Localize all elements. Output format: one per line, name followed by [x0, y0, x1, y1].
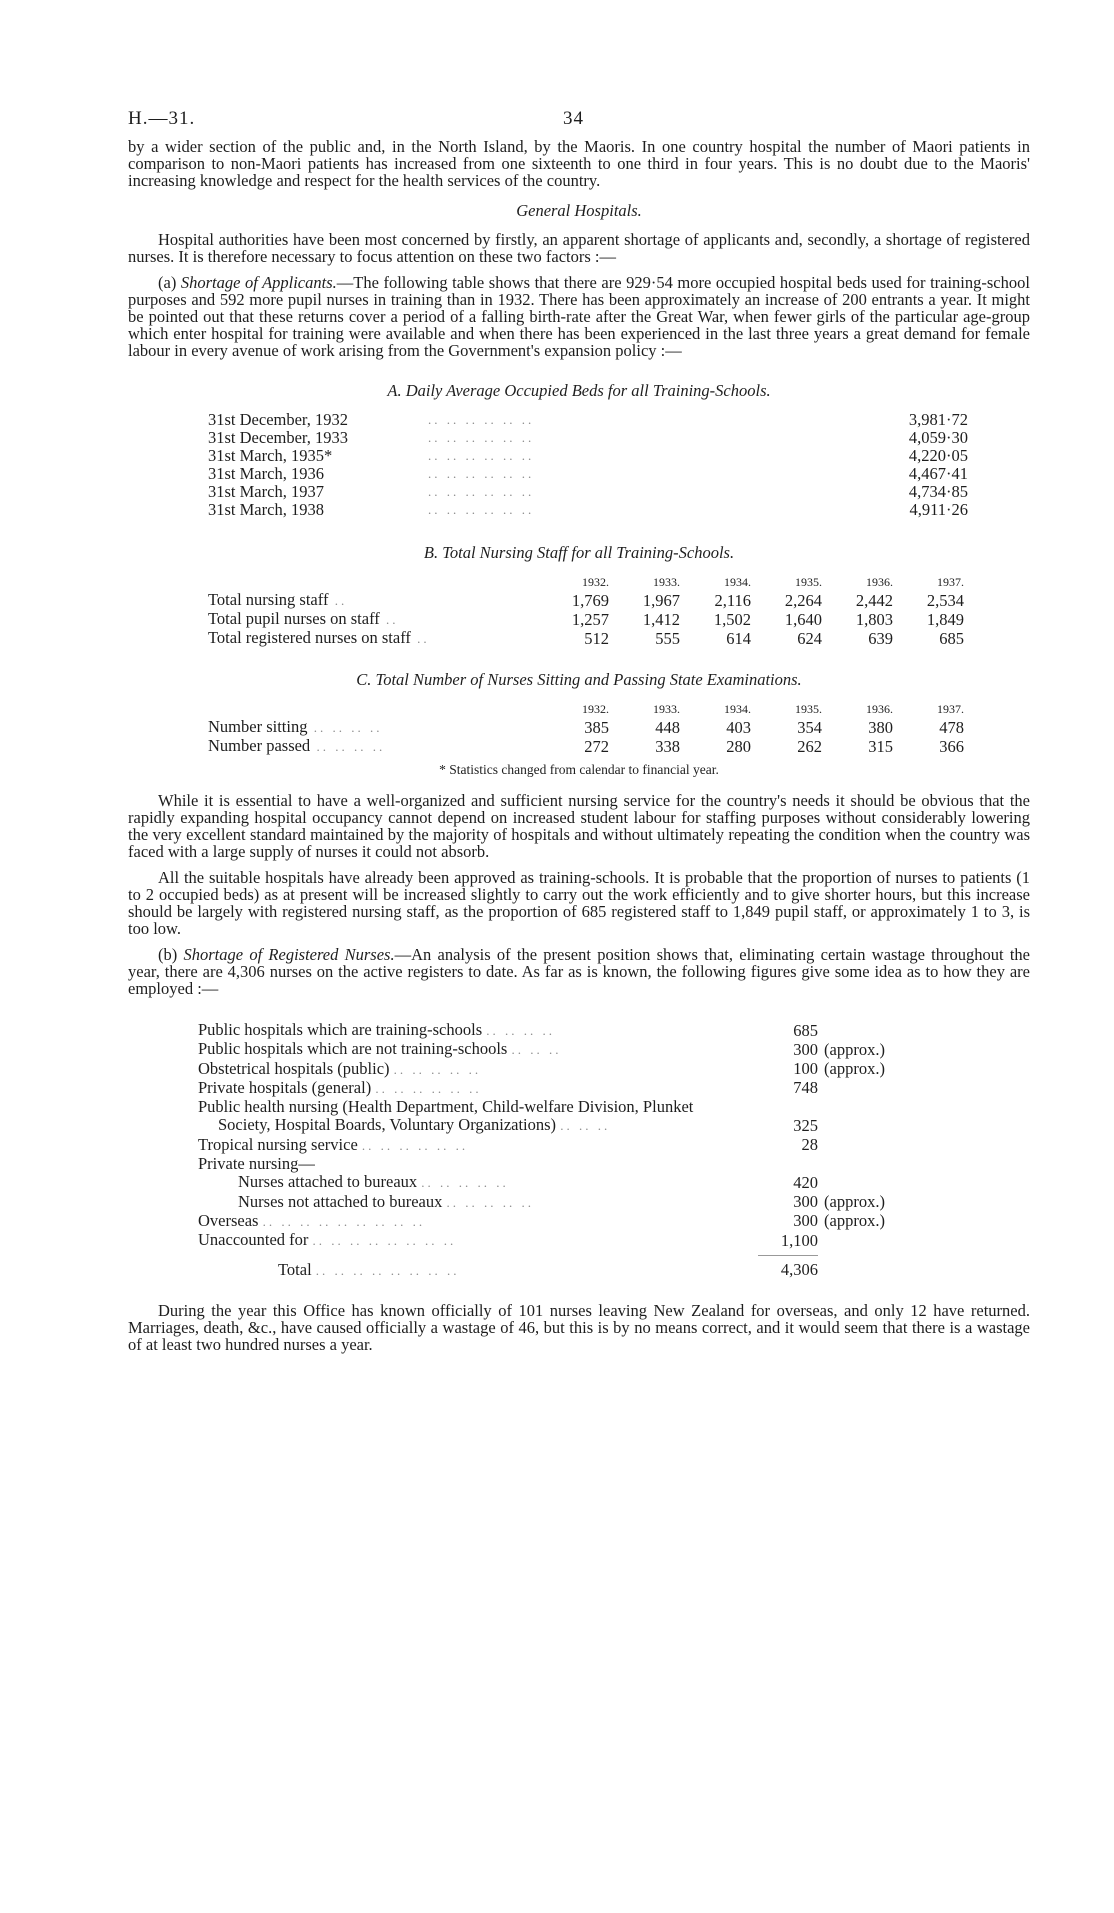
row-label: Total pupil nurses on staff	[208, 609, 380, 628]
row-value: 4,734·85	[908, 482, 968, 501]
row-label-cell	[208, 610, 538, 629]
table-row	[208, 737, 964, 756]
row-note: (approx.)	[824, 1192, 885, 1212]
row-value: 300	[793, 1039, 818, 1059]
row-dots: .. .. .. .. .. ..	[428, 430, 535, 445]
cell-value: 685	[939, 628, 964, 648]
table-a-caption: A. Daily Average Occupied Beds for all Training-Schools.	[387, 381, 771, 400]
row-dots: .. .. .. ..	[307, 720, 383, 735]
row-label-cell	[208, 737, 538, 756]
cell-value: 380	[868, 717, 893, 737]
header-spacer	[208, 573, 538, 591]
row-value: 748	[793, 1078, 818, 1098]
cell-value: 354	[797, 717, 822, 737]
total-rule	[758, 1255, 818, 1256]
cell-value: 478	[939, 717, 964, 737]
item-label-a: (a)	[158, 273, 181, 292]
row-label: Unaccounted for	[198, 1230, 309, 1250]
row-dots: .. .. .. ..	[310, 739, 386, 754]
cell-value: 366	[939, 736, 964, 756]
row-note: (approx.)	[824, 1039, 885, 1059]
year-header: 1933.	[653, 702, 680, 716]
row-label: Number sitting	[208, 717, 308, 736]
page-number: 34	[563, 108, 584, 129]
table-row: Public hospitals which are training-schools .. .. .. .. 685	[198, 1021, 958, 1040]
table-row	[208, 465, 968, 483]
table-row	[208, 411, 968, 429]
row-label-cell	[208, 629, 538, 648]
row-value: 300	[793, 1211, 818, 1231]
row-note	[818, 1079, 958, 1098]
row-note	[818, 1021, 958, 1040]
table-row	[208, 483, 968, 501]
row-label: 31st March, 1935*	[208, 446, 333, 465]
row-note: (approx.)	[824, 1059, 885, 1079]
table-row	[208, 501, 968, 519]
employment-table	[198, 1021, 958, 1280]
row-label: 31st March, 1936	[208, 464, 324, 483]
cell-value: 338	[655, 736, 680, 756]
year-header: 1933.	[653, 575, 680, 589]
total-row: Total .. .. .. .. .. .. .. .. 4,306	[278, 1259, 818, 1280]
row-dots: ..	[410, 631, 430, 646]
year-header: 1937.	[937, 702, 964, 716]
year-header: 1935.	[795, 702, 822, 716]
while-paragraph: While it is essential to have a well-organized and sufficient nursing service for the country's needs it should be obvious that the rapidly expanding hospital occupancy cannot depend on increased student labour for staffing purposes without considerably lowering the very excellent standard maintained by the majority of hospitals and without ultimately repeating the condition when the country was faced with a large supply of nurses it could not absorb.	[128, 791, 1030, 861]
shortage-registered-title: Shortage of Registered Nurses.	[183, 945, 395, 964]
table-row: Nurses attached to bureaux .. .. .. .. .. 420	[238, 1172, 818, 1192]
table-row	[198, 1155, 958, 1173]
row-value: 3,981·72	[908, 410, 968, 429]
row-dots: ..	[328, 593, 348, 608]
cell-value: 262	[797, 736, 822, 756]
header-spacer	[208, 700, 538, 718]
row-value: 4,059·30	[908, 428, 968, 447]
section-heading-general-hospitals: General Hospitals.	[516, 201, 642, 220]
table-b	[208, 573, 964, 648]
row-label: Public hospitals which are training-schools	[198, 1020, 483, 1039]
table-row: Unaccounted for .. .. .. .. .. .. .. .. 1,100	[198, 1230, 818, 1250]
table-row	[198, 1098, 958, 1116]
row-label: Total registered nurses on staff	[208, 628, 411, 647]
cell-value: 639	[868, 628, 893, 648]
row-dots: .. .. .. .. .. ..	[428, 484, 535, 499]
table-row	[208, 718, 964, 737]
row-label: 31st December, 1932	[208, 410, 349, 429]
row-dots: .. .. .. .. .. ..	[428, 466, 535, 481]
row-value: 1,100	[780, 1230, 818, 1250]
table-row	[208, 447, 968, 465]
cell-value: 448	[655, 717, 680, 737]
row-label: Public hospitals which are not training-schools	[198, 1039, 508, 1059]
row-value: 4,911·26	[909, 500, 968, 519]
row-value: 28	[801, 1135, 818, 1155]
cell-value: 315	[868, 736, 893, 756]
table-a	[208, 411, 968, 519]
year-header: 1932.	[582, 575, 609, 589]
shortage-registered-paragraph	[128, 946, 1030, 997]
table-row: Overseas .. .. .. .. .. .. .. .. .. 300 (approx.)	[198, 1212, 958, 1231]
row-label: Total nursing staff	[208, 590, 329, 609]
table-c	[208, 700, 964, 756]
concern-paragraph: Hospital authorities have been most concerned by firstly, an apparent shortage of applicants and, secondly, a shortage of registered nurses. It is therefore necessary to focus attention on these two factors :—	[128, 230, 1030, 266]
table-row: Public hospitals which are not training-schools .. .. .. 300 (approx.)	[198, 1040, 958, 1059]
row-value: 100	[793, 1059, 818, 1079]
cell-value: 385	[584, 717, 609, 737]
shortage-applicants-body: —The following table shows that there are 929·54 more occupied hospital beds used for training-school purposes and 592 more pupil nurses in training than in 1932. There has been approximately an increase of 200 entrants a year. It might be pointed out that these returns cover a period of a falling birth-rate after the Great War, when fewer girls of the particular age-group which enter hospital for training were available and when there has been experienced in the last three years a great demand for female labour in every avenue of work arising from the Government's expansion policy :—	[128, 273, 1030, 360]
shortage-applicants-title: Shortage of Applicants.	[180, 273, 337, 292]
row-dots: .. .. .. .. .. ..	[428, 412, 535, 427]
row-value: 4,220·05	[908, 446, 968, 465]
row-value: 420	[793, 1172, 818, 1192]
row-label: Overseas	[198, 1210, 259, 1230]
cell-value: 555	[655, 628, 680, 648]
total-value: 4,306	[780, 1260, 818, 1280]
row-dots: ..	[379, 612, 399, 627]
table-row: Society, Hospital Boards, Voluntary Organizations) .. .. .. 325	[218, 1115, 818, 1135]
shortage-registered-body: —An analysis of the present position shows that, eliminating certain wastage throughout the year, there are 4,306 nurses on the active registers to date. As far as is known, the following figures give some idea as to how they are employed :—	[128, 945, 1030, 998]
table-row: Tropical nursing service .. .. .. .. .. .. 28	[198, 1134, 818, 1155]
table-row	[208, 610, 964, 629]
row-dots: .. .. .. .. .. ..	[428, 502, 535, 517]
row-label: Private nursing—	[198, 1154, 315, 1174]
cell-value: 1,803	[855, 609, 893, 629]
cell-value: 280	[726, 736, 751, 756]
row-label: Public health nursing (Health Department, Child-welfare Division, Plunket	[198, 1097, 694, 1117]
footnote: * Statistics changed from calendar to financial year.	[439, 762, 719, 777]
cell-value: 2,442	[855, 590, 893, 610]
table-row: Private hospitals (general) .. .. .. .. .. .. 748	[198, 1079, 958, 1098]
row-label: 31st March, 1938	[208, 500, 324, 519]
cell-value: 624	[797, 628, 822, 648]
cell-value: 1,257	[571, 609, 609, 629]
year-header: 1936.	[866, 575, 893, 589]
cell-value: 1,412	[642, 609, 680, 629]
row-value: 4,467·41	[908, 464, 968, 483]
final-paragraph: During the year this Office has known officially of 101 nurses leaving New Zealand for overseas, and only 12 have returned. Marriages, death, &c., have caused officially a wastage of 46, but this is by no means correct, and it would seem that there is a wastage of at least two hundred nurses a year.	[128, 1300, 1030, 1354]
page-header	[128, 108, 1030, 138]
year-header: 1936.	[866, 702, 893, 716]
cell-value: 272	[584, 736, 609, 756]
row-label: Private hospitals (general)	[198, 1077, 372, 1097]
cell-value: 1,769	[571, 590, 609, 610]
row-value: 300	[793, 1192, 818, 1212]
year-header-row	[208, 573, 964, 591]
row-dots: .. .. .. .. .. ..	[428, 448, 535, 463]
row-value: 685	[793, 1020, 818, 1040]
cell-value: 1,640	[784, 609, 822, 629]
document-page	[128, 108, 1030, 1353]
row-label: 31st March, 1937	[208, 482, 324, 501]
shortage-applicants-paragraph	[128, 274, 1030, 359]
year-header: 1935.	[795, 575, 822, 589]
cell-value: 1,849	[926, 609, 964, 629]
year-header: 1934.	[724, 575, 751, 589]
cell-value: 512	[584, 628, 609, 648]
row-note: (approx.)	[824, 1211, 885, 1231]
year-header: 1932.	[582, 702, 609, 716]
row-label: Nurses attached to bureaux	[238, 1172, 418, 1192]
table-b-caption: B. Total Nursing Staff for all Training-Schools.	[423, 543, 735, 562]
cell-value: 1,967	[642, 590, 680, 610]
cell-value: 2,264	[784, 590, 822, 610]
table-row: Obstetrical hospitals (public) .. .. .. .. .. 100 (approx.)	[198, 1060, 958, 1079]
row-label-cell	[208, 591, 538, 610]
row-label: Obstetrical hospitals (public)	[198, 1058, 390, 1078]
cell-value: 2,116	[714, 590, 751, 610]
year-header-row	[208, 700, 964, 718]
row-value: 325	[793, 1115, 818, 1135]
table-row: Nurses not attached to bureaux .. .. .. .. .. 300 (approx.)	[198, 1193, 958, 1212]
intro-paragraph: by a wider section of the public and, in the North Island, by the Maoris. In one country hospital the number of Maori patients in comparison to non-Maori patients has increased from one sixteenth to one third in four years. This is no doubt due to the Maoris' increasing knowledge and respect for the health services of the country.	[128, 137, 1030, 190]
table-c-caption: C. Total Number of Nurses Sitting and Passing State Examinations.	[356, 670, 802, 689]
cell-value: 614	[726, 628, 751, 648]
year-header: 1937.	[937, 575, 964, 589]
total-label: Total	[278, 1259, 312, 1279]
year-header: 1934.	[724, 702, 751, 716]
table-row	[208, 629, 964, 648]
row-label: Nurses not attached to bureaux	[238, 1191, 443, 1211]
row-label: Tropical nursing service	[198, 1134, 358, 1154]
document-reference: H.—31.	[128, 108, 196, 129]
cell-value: 2,534	[926, 590, 964, 610]
row-label: 31st December, 1933	[208, 428, 349, 447]
table-row	[208, 429, 968, 447]
suitable-hospitals-paragraph: All the suitable hospitals have already been approved as training-schools. It is probable that the proportion of nurses to patients (1 to 2 occupied beds) as at present will be increased slightly to carry out the work efficiently and to give shorter hours, but this increase should be largely with registered nursing staff, as the proportion of 685 registered staff to 1,849 pupil staff, or approximately 1 to 3, is too low.	[128, 868, 1030, 938]
cell-value: 403	[726, 717, 751, 737]
table-row	[208, 591, 964, 610]
row-label-cell	[208, 718, 538, 737]
cell-value: 1,502	[713, 609, 751, 629]
row-label: Number passed	[208, 736, 311, 755]
row-label: Society, Hospital Boards, Voluntary Organizations)	[218, 1115, 557, 1135]
item-label-b: (b)	[158, 945, 184, 964]
